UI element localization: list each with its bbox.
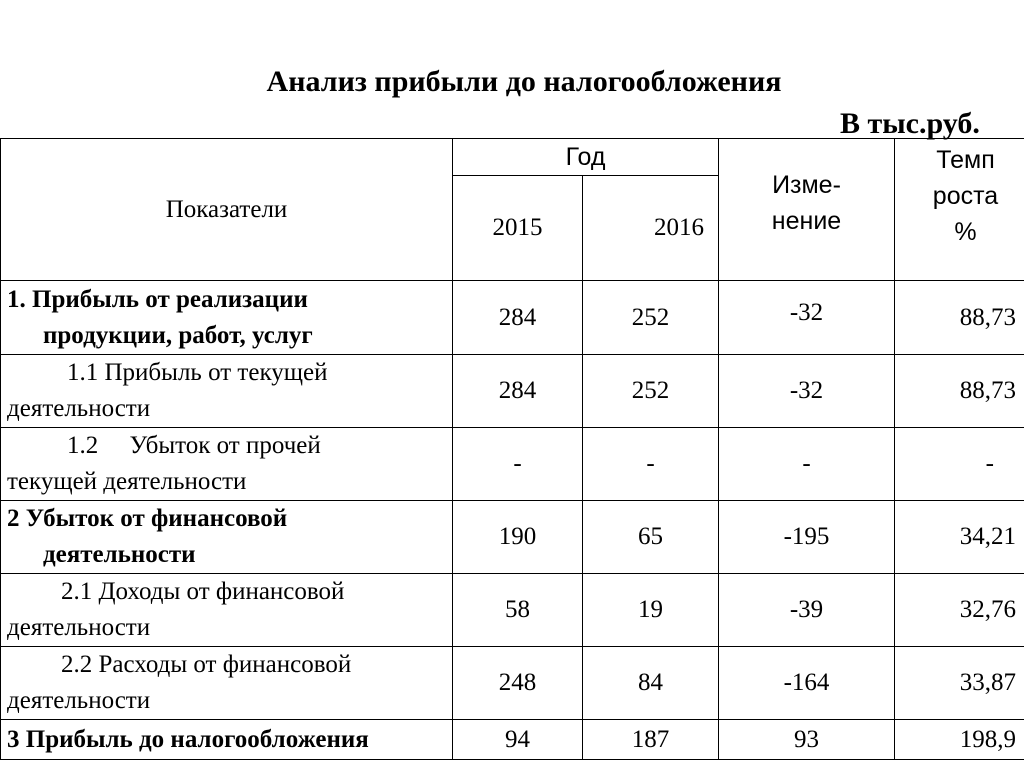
profit-analysis-table [0,138,1024,760]
row-label-line1: 1.2 Убыток от прочей [67,432,321,459]
row-label [1,428,453,501]
cell-2016: 252 [583,281,719,355]
cell-rate: 88,73 [895,281,1024,355]
cell-change: -164 [719,647,895,720]
row-label-line1: 2.1 Доходы от финансовой [61,578,345,605]
cell-2016: - [583,428,719,501]
cell-2015: 190 [453,501,583,574]
table-row [1,574,1024,647]
header-rate-line1: Темп [936,145,995,174]
cell-rate: 198,9 [895,720,1024,760]
row-label-line2: текущей деятельности [7,468,247,495]
cell-2016: 19 [583,574,719,647]
cell-2016: 187 [583,720,719,760]
cell-2015: - [453,428,583,501]
header-year-2016: 2016 [583,176,719,281]
cell-change: -32 [719,355,895,428]
row-label-line1: 2.2 Расходы от финансовой [61,651,352,678]
cell-2015: 284 [453,281,583,355]
row-label-line1: 1.1 Прибыль от текущей [67,359,328,386]
header-growth-rate [895,139,1024,281]
row-label [1,574,453,647]
header-year-2015: 2015 [453,176,583,281]
cell-2015: 58 [453,574,583,647]
cell-2016: 84 [583,647,719,720]
row-label-line1: 1. Прибыль от реализации [7,285,308,313]
cell-change: -32 [719,281,895,355]
cell-2016: 252 [583,355,719,428]
table-row [1,281,1024,355]
table-row [1,647,1024,720]
row-label [1,647,453,720]
cell-change: -195 [719,501,895,574]
cell-change: -39 [719,574,895,647]
cell-2015: 94 [453,720,583,760]
row-label: 3 Прибыль до налогообложения [1,720,453,760]
row-label [1,501,453,574]
row-label [1,281,453,355]
header-indicators: Показатели [1,139,453,281]
cell-2015: 248 [453,647,583,720]
row-label-line1: 2 Убыток от финансовой [7,505,288,532]
row-label-line2: деятельности [7,614,151,641]
cell-2016: 65 [583,501,719,574]
cell-rate: 34,21 [895,501,1024,574]
row-label [1,355,453,428]
row-label-line2: деятельности [7,687,151,714]
header-year-group: Год [453,139,719,176]
header-row-1 [1,139,1024,176]
cell-rate: 32,76 [895,574,1024,647]
table-row [1,501,1024,574]
header-rate-line2: роста [932,181,999,210]
header-rate-line3: % [954,217,977,246]
cell-change: 93 [719,720,895,760]
cell-2015: 284 [453,355,583,428]
header-change [719,139,895,281]
cell-rate: 33,87 [895,647,1024,720]
header-change-line2: нение [771,206,842,235]
table-row [1,355,1024,428]
page-title: Анализ прибыли до налогообложения [266,65,782,98]
table-row [1,428,1024,501]
cell-rate: - [895,428,1024,501]
table-row [1,720,1024,760]
row-label-line2: продукции, работ, услуг [43,321,313,349]
unit-label: В тыс.руб. [840,107,980,140]
header-change-line1: Изме- [772,170,841,199]
row-label-line2: деятельности [43,541,196,568]
row-label-line2: деятельности [7,395,151,422]
cell-rate: 88,73 [895,355,1024,428]
cell-change: - [719,428,895,501]
